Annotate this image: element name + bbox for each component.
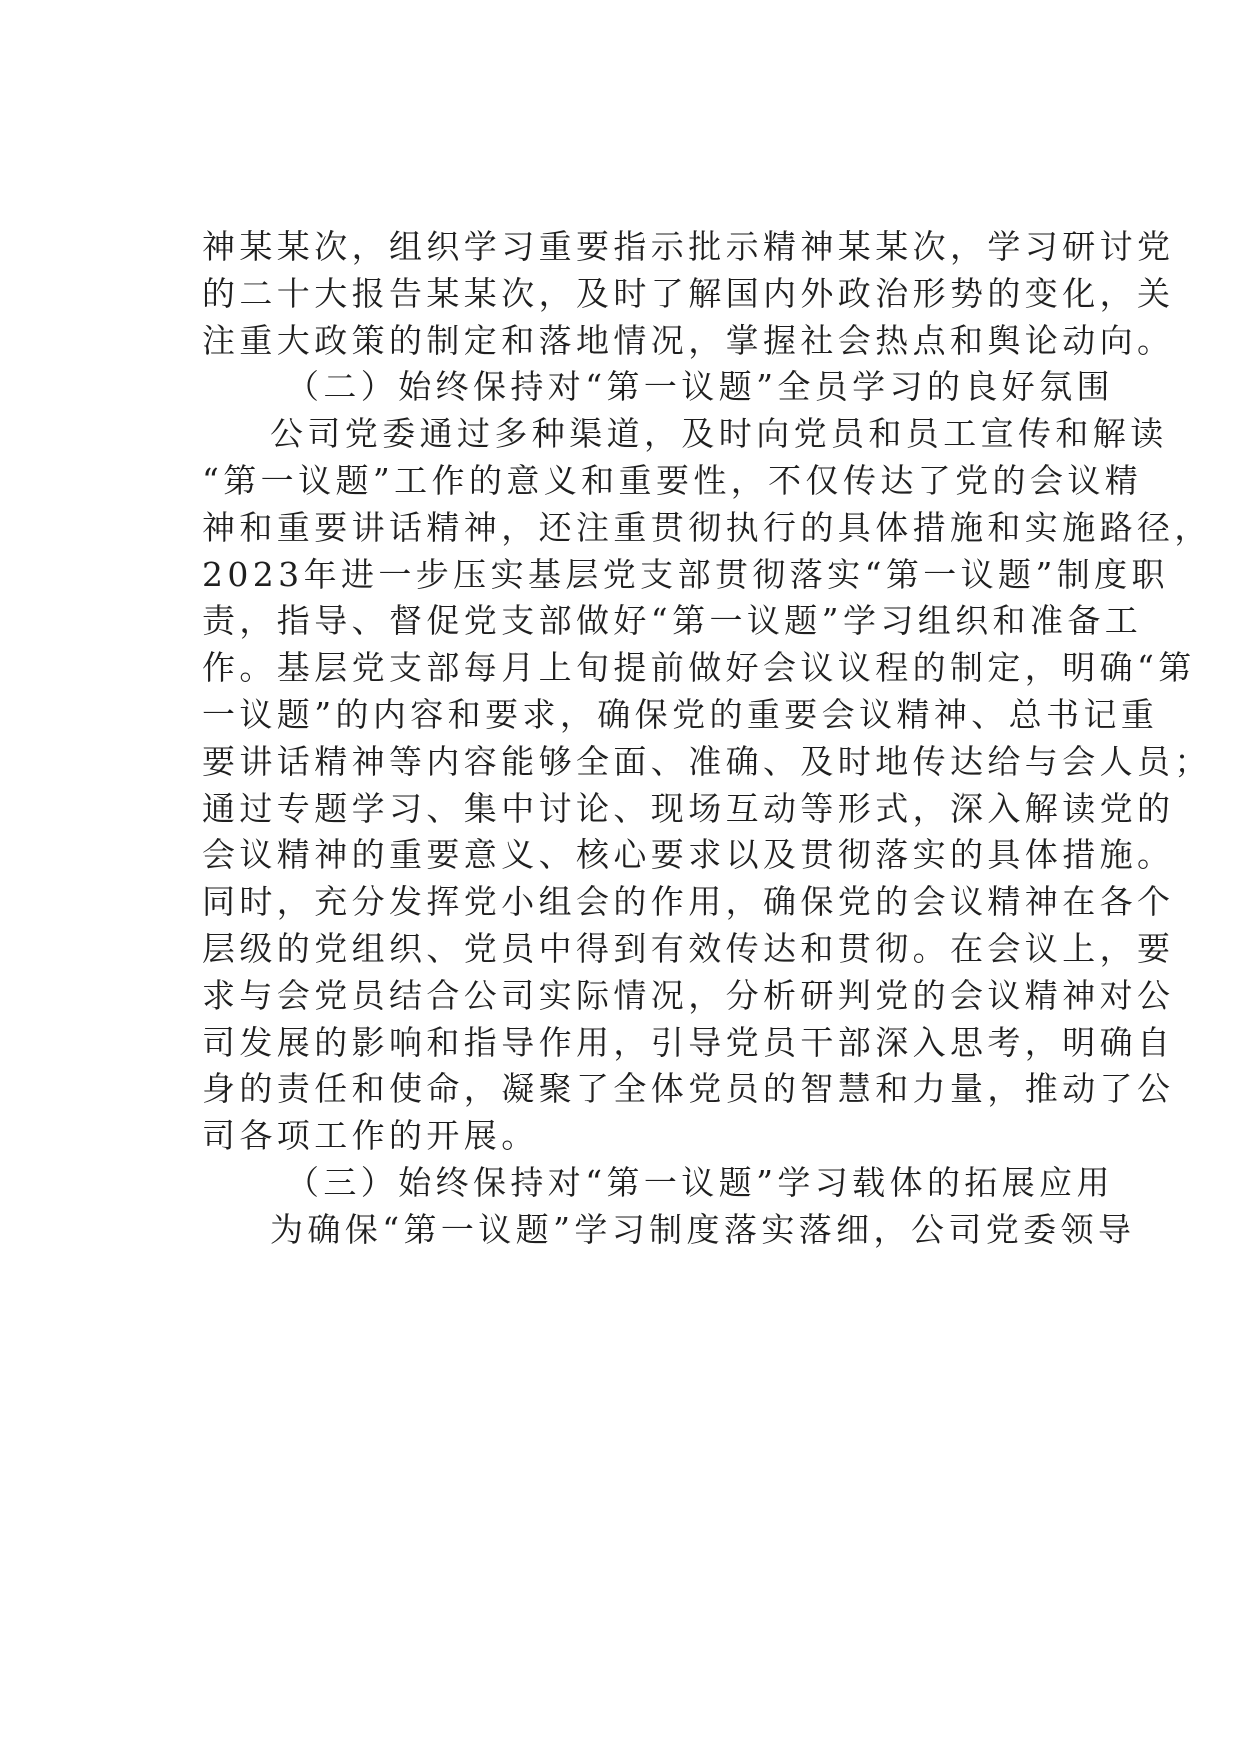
text-line: 公司党委通过多种渠道，及时向党员和员工宣传和解读 — [270, 414, 1168, 454]
text-line: 要讲话精神等内容能够全面、准确、及时地传达给与会人员； — [202, 741, 1212, 781]
paragraph-section-3 — [202, 1207, 1136, 1254]
text-line: 层级的党组织、党员中得到有效传达和贯彻。在会议上，要 — [202, 928, 1175, 968]
text-line: 求与会党员结合公司实际情况，分析研判党的会议精神对公 — [202, 975, 1175, 1015]
text-line: 会议精神的重要意义、核心要求以及贯彻落实的具体措施。 — [202, 835, 1175, 875]
section-heading-2 — [202, 364, 1114, 411]
text-line: 神和重要讲话精神，还注重贯彻执行的具体措施和实施路径， — [202, 507, 1212, 547]
text-line: 2023年进一步压实基层党支部贯彻落实“第一议题”制度职 — [202, 554, 1169, 594]
paragraph-section-2 — [202, 411, 1212, 1160]
paragraph-continuation — [202, 224, 1175, 364]
text-line: 责，指导、督促党支部做好“第一议题”学习组织和准备工 — [202, 601, 1143, 641]
document-body — [202, 224, 1212, 1254]
text-line: 司发展的影响和指导作用，引导党员干部深入思考，明确自 — [202, 1022, 1175, 1062]
section-heading-3 — [202, 1160, 1114, 1207]
text-line: 同时，充分发挥党小组会的作用，确保党的会议精神在各个 — [202, 882, 1175, 922]
text-line: 通过专题学习、集中讨论、现场互动等形式，深入解读党的 — [202, 788, 1175, 828]
text-line: 为确保“第一议题”学习制度落实落细，公司党委领导 — [270, 1209, 1136, 1249]
heading-text: （三）始终保持对“第一议题”学习载体的拓展应用 — [286, 1162, 1114, 1202]
text-line: 身的责任和使命，凝聚了全体党员的智慧和力量，推动了公 — [202, 1069, 1175, 1109]
text-line: 一议题”的内容和要求，确保党的重要会议精神、总书记重 — [202, 694, 1159, 734]
text-line: 注重大政策的制定和落地情况，掌握社会热点和舆论动向。 — [202, 320, 1175, 360]
heading-text: （二）始终保持对“第一议题”全员学习的良好氛围 — [286, 367, 1114, 407]
text-line: 神某某次，组织学习重要指示批示精神某某次，学习研讨党 — [202, 227, 1175, 266]
text-line: “第一议题”工作的意义和重要性，不仅传达了党的会议精 — [202, 460, 1143, 500]
text-line: 作。基层党支部每月上旬提前做好会议议程的制定，明确“第 — [202, 648, 1196, 688]
text-line: 司各项工作的开展。 — [202, 1116, 539, 1156]
text-line: 的二十大报告某某次，及时了解国内外政治形势的变化，关 — [202, 273, 1175, 313]
